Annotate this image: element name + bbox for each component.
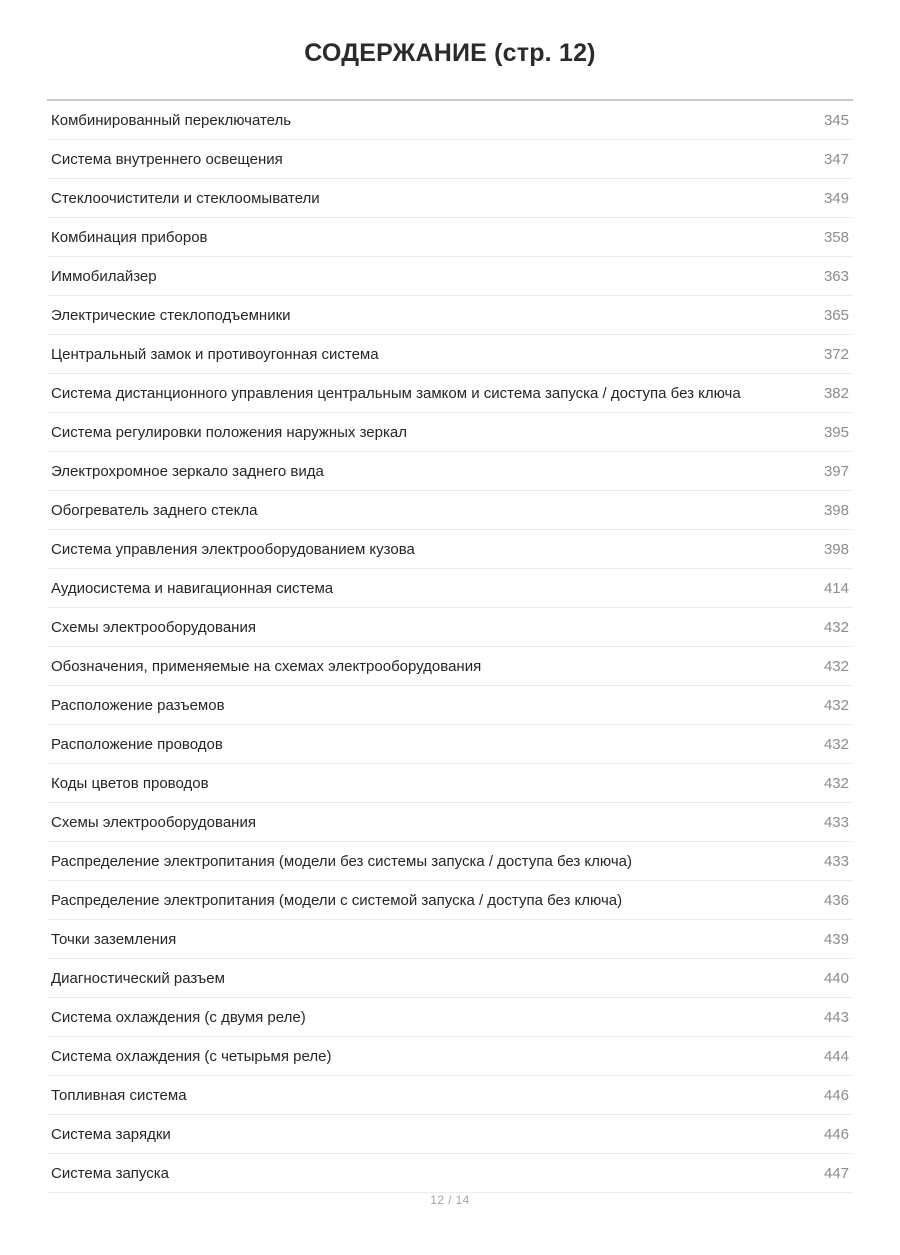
toc-entry-label: Центральный замок и противоугонная система (51, 346, 379, 364)
toc-entry-label: Диагностический разъем (51, 970, 225, 988)
toc-entry[interactable] (47, 920, 853, 959)
toc-entry-page-number: 432 (823, 775, 849, 793)
toc-entry[interactable] (47, 569, 853, 608)
toc-entry-page-number: 358 (823, 229, 849, 247)
toc-entry[interactable] (47, 1076, 853, 1115)
toc-entry-page-number: 444 (823, 1048, 849, 1066)
toc-entry-page-number: 382 (823, 385, 849, 403)
toc-entry-label: Схемы электрооборудования (51, 619, 256, 637)
toc-entry-page-number: 432 (823, 697, 849, 715)
toc-entry-page-number: 443 (823, 1009, 849, 1027)
toc-entry-label: Система управления электрооборудованием кузова (51, 541, 415, 559)
toc-entry[interactable] (47, 686, 853, 725)
toc-entry-page-number: 436 (823, 892, 849, 910)
toc-entry-label: Расположение разъемов (51, 697, 225, 715)
toc-entry-page-number: 433 (823, 814, 849, 832)
toc-entry-label: Система регулировки положения наружных зеркал (51, 424, 407, 442)
toc-entry[interactable] (47, 218, 853, 257)
toc-entry-page-number: 446 (823, 1087, 849, 1105)
toc-entry-page-number: 398 (823, 541, 849, 559)
toc-entry-page-number: 432 (823, 736, 849, 754)
toc-entry[interactable] (47, 257, 853, 296)
toc-entry-label: Электрохромное зеркало заднего вида (51, 463, 324, 481)
toc-entry-label: Распределение электропитания (модели без системы запуска / доступа без ключа) (51, 853, 632, 871)
toc-entry[interactable] (47, 842, 853, 881)
toc-entry[interactable] (47, 959, 853, 998)
toc-entry-page-number: 349 (823, 190, 849, 208)
page-footer: 12 / 14 (430, 1193, 470, 1208)
toc-entry-label: Система охлаждения (с двумя реле) (51, 1009, 306, 1027)
toc-entry-page-number: 439 (823, 931, 849, 949)
toc-entry-page-number: 345 (823, 112, 849, 130)
toc-entry-label: Схемы электрооборудования (51, 814, 256, 832)
toc-entry-label: Комбинированный переключатель (51, 112, 292, 130)
toc-entry-page-number: 372 (823, 346, 849, 364)
toc-entry[interactable] (47, 608, 853, 647)
toc-entry[interactable] (47, 374, 853, 413)
table-of-contents (0, 99, 900, 1193)
toc-entry-page-number: 363 (823, 268, 849, 286)
toc-entry-page-number: 432 (823, 619, 849, 637)
toc-entry-page-number: 447 (823, 1165, 849, 1183)
toc-entry[interactable] (47, 1115, 853, 1154)
toc-entry-label: Аудиосистема и навигационная система (51, 580, 334, 598)
toc-entry-label: Система охлаждения (с четырьмя реле) (51, 1048, 332, 1066)
toc-entry[interactable] (47, 998, 853, 1037)
toc-entry-label: Обозначения, применяемые на схемах электрооборудования (51, 658, 482, 676)
toc-entry-label: Топливная система (51, 1087, 187, 1105)
toc-entry-label: Система дистанционного управления центральным замком и система запуска / доступа без ключа (51, 385, 741, 403)
toc-entry[interactable] (47, 1037, 853, 1076)
toc-entry[interactable] (47, 491, 853, 530)
toc-entry-page-number: 398 (823, 502, 849, 520)
toc-entry[interactable] (47, 530, 853, 569)
toc-entry[interactable] (47, 647, 853, 686)
toc-entry-label: Стеклоочистители и стеклоомыватели (51, 190, 320, 208)
toc-entry[interactable] (47, 140, 853, 179)
toc-entry-label: Комбинация приборов (51, 229, 208, 247)
toc-entry-page-number: 440 (823, 970, 849, 988)
toc-entry-page-number: 347 (823, 151, 849, 169)
toc-entry-label: Иммобилайзер (51, 268, 157, 286)
toc-entry[interactable] (47, 803, 853, 842)
toc-entry-label: Система запуска (51, 1165, 169, 1183)
toc-entry-page-number: 432 (823, 658, 849, 676)
toc-entry[interactable] (47, 413, 853, 452)
toc-entry-label: Система зарядки (51, 1126, 171, 1144)
toc-entry-list (47, 101, 853, 1193)
toc-entry-label: Точки заземления (51, 931, 177, 949)
toc-entry-label: Система внутреннего освещения (51, 151, 283, 169)
toc-entry-page-number: 395 (823, 424, 849, 442)
toc-entry-page-number: 397 (823, 463, 849, 481)
toc-entry-label: Обогреватель заднего стекла (51, 502, 258, 520)
toc-entry-label: Распределение электропитания (модели с системой запуска / доступа без ключа) (51, 892, 623, 910)
toc-entry-label: Расположение проводов (51, 736, 223, 754)
toc-entry[interactable] (47, 335, 853, 374)
toc-entry[interactable] (47, 452, 853, 491)
toc-entry[interactable] (47, 101, 853, 140)
toc-entry-label: Электрические стеклоподъемники (51, 307, 291, 325)
toc-entry-page-number: 414 (823, 580, 849, 598)
toc-entry-page-number: 365 (823, 307, 849, 325)
toc-entry-page-number: 433 (823, 853, 849, 871)
toc-entry[interactable] (47, 296, 853, 335)
toc-entry-label: Коды цветов проводов (51, 775, 209, 793)
toc-entry[interactable] (47, 1154, 853, 1193)
toc-entry[interactable] (47, 725, 853, 764)
page-title: СОДЕРЖАНИЕ (стр. 12) (304, 39, 596, 67)
toc-entry[interactable] (47, 881, 853, 920)
toc-entry[interactable] (47, 764, 853, 803)
toc-entry-page-number: 446 (823, 1126, 849, 1144)
toc-entry[interactable] (47, 179, 853, 218)
